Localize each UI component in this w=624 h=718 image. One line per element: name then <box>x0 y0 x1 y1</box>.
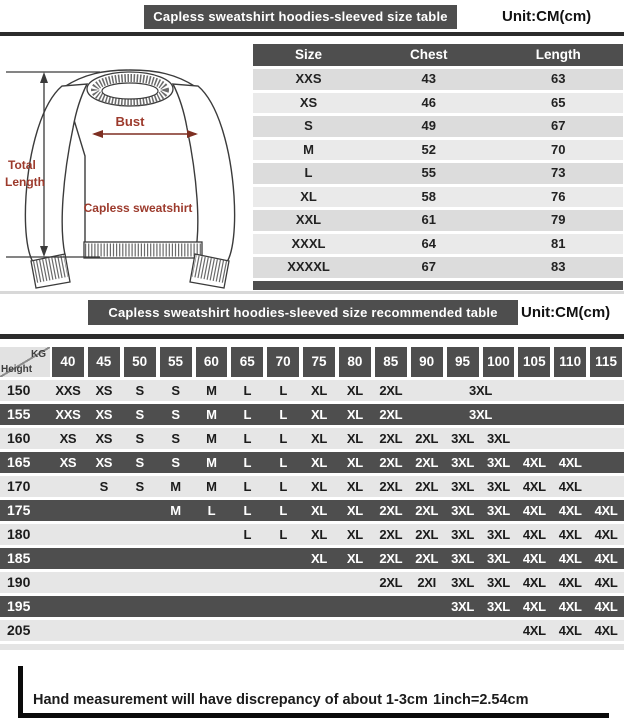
matrix-size-cell: 4XL <box>522 527 546 542</box>
matrix-size-cell: 3XL <box>486 599 510 614</box>
matrix-row <box>0 476 624 497</box>
matrix-row <box>0 380 624 401</box>
matrix-size-cell <box>122 524 158 545</box>
matrix-row <box>0 596 624 617</box>
matrix-size-cell <box>122 500 158 521</box>
size-table-cell: M <box>303 141 314 157</box>
section2-title: Capless sweatshirt hoodies-sleeved size recommended table <box>88 300 518 325</box>
matrix-size-cell: 4XL <box>558 551 582 566</box>
matrix-weight-header: 100 <box>483 347 515 377</box>
matrix-size-cell: 3XL <box>451 455 475 470</box>
matrix-header-row <box>0 347 624 377</box>
size-table-cell: 73 <box>551 165 566 180</box>
corner-height-label: Height <box>1 364 33 375</box>
matrix-height-label: 160 <box>7 430 31 446</box>
matrix-size-cell: XL <box>346 455 363 470</box>
matrix-size-cell: L <box>243 527 252 542</box>
size-table-row <box>253 187 623 208</box>
matrix-size-cell: M <box>170 503 181 518</box>
matrix-size-cell <box>229 548 265 569</box>
matrix-size-cell: 2XL <box>379 455 403 470</box>
matrix-size-cell <box>588 452 624 473</box>
size-table-header-cell: Length <box>535 47 581 62</box>
matrix-size-cell: XL <box>311 503 328 518</box>
matrix-size-cell: 4XL <box>522 623 546 638</box>
matrix-size-cell: S <box>171 383 180 398</box>
matrix-size-cell: XL <box>311 479 328 494</box>
matrix-height-label: 190 <box>7 574 31 590</box>
size-table-cell: 52 <box>421 141 436 157</box>
matrix-size-cell <box>194 524 230 545</box>
matrix-size-cell: L <box>207 503 216 518</box>
matrix-size-cell: XL <box>311 383 328 398</box>
matrix-size-cell: 3XL <box>451 503 475 518</box>
matrix-size-cell: 3XL <box>451 479 475 494</box>
matrix-size-cell: 4XL <box>594 575 618 590</box>
matrix-size-cell: XL <box>311 527 328 542</box>
matrix-size-cell: S <box>135 383 144 398</box>
matrix-size-cell: 2XL <box>379 407 403 422</box>
matrix-size-cell <box>481 620 517 641</box>
matrix-size-cell: XL <box>346 527 363 542</box>
size-table-body <box>253 69 623 278</box>
footer-note-box <box>18 666 609 718</box>
matrix-size-cell <box>229 596 265 617</box>
matrix-size-cell <box>265 620 301 641</box>
matrix-size-cell: 4XL <box>558 479 582 494</box>
matrix-size-cell: XS <box>95 383 113 398</box>
size-table-header-cell: Chest <box>409 47 448 62</box>
matrix-row <box>0 620 624 641</box>
divider-line-mid <box>0 334 624 339</box>
matrix-weight-header: 75 <box>303 347 335 377</box>
size-table-row <box>253 93 623 114</box>
matrix-weight-header: 45 <box>88 347 120 377</box>
size-table-row <box>253 69 623 90</box>
size-table-cell: 79 <box>551 212 566 227</box>
section1-title: Capless sweatshirt hoodies-sleeved size table <box>144 5 457 29</box>
matrix-size-cell <box>158 596 194 617</box>
matrix-weight-header: 55 <box>160 347 192 377</box>
matrix-size-cell: 3XL <box>486 503 510 518</box>
matrix-weight-header: 110 <box>554 347 586 377</box>
matrix-size-cell: 4XL <box>594 623 618 638</box>
matrix-size-cell: M <box>206 383 217 398</box>
matrix-size-cell <box>229 572 265 593</box>
matrix-body <box>0 380 624 641</box>
matrix-height-label: 185 <box>7 550 31 566</box>
size-table-cell: 58 <box>421 188 436 204</box>
matrix-size-cell <box>409 620 445 641</box>
matrix-size-cell: 2XL <box>415 551 439 566</box>
size-table-cell: 70 <box>551 141 566 157</box>
matrix-size-cell: 2XL <box>415 455 439 470</box>
matrix-size-cell: XL <box>311 455 328 470</box>
matrix-size-cell <box>158 620 194 641</box>
size-table-row <box>253 116 623 137</box>
bust-label: Bust <box>115 114 145 129</box>
matrix-size-cell: XL <box>346 431 363 446</box>
matrix-size-cell: 3XL <box>486 479 510 494</box>
matrix-height-label: 165 <box>7 454 31 470</box>
matrix-size-cell: 3XL <box>486 455 510 470</box>
matrix-size-cell: XS <box>95 455 113 470</box>
matrix-size-cell: 3XL <box>486 575 510 590</box>
size-table-cell: S <box>304 118 313 133</box>
matrix-size-cell <box>50 524 86 545</box>
total-length-label-line2: Length <box>5 175 45 189</box>
matrix-height-label: 170 <box>7 478 31 494</box>
matrix-size-cell <box>516 428 552 449</box>
size-table-cell: XXL <box>295 212 322 227</box>
matrix-size-cell <box>337 620 373 641</box>
matrix-size-cell <box>86 572 122 593</box>
size-table-row <box>253 257 623 278</box>
size-table-row <box>253 163 623 184</box>
matrix-size-cell: S <box>171 407 180 422</box>
matrix-row <box>0 452 624 473</box>
matrix-size-cell <box>194 596 230 617</box>
matrix-size-cell: L <box>279 383 288 398</box>
matrix-size-cell: S <box>171 455 180 470</box>
matrix-size-cell <box>552 404 588 425</box>
matrix-size-cell <box>373 620 409 641</box>
matrix-size-cell: M <box>206 455 217 470</box>
matrix-size-cell: 4XL <box>558 527 582 542</box>
matrix-size-cell <box>301 572 337 593</box>
matrix-height-label: 195 <box>7 598 31 614</box>
matrix-row <box>0 404 624 425</box>
matrix-size-cell: L <box>243 407 252 422</box>
matrix-row <box>0 572 624 593</box>
size-table-cell: 61 <box>421 212 436 227</box>
matrix-size-cell: S <box>135 455 144 470</box>
matrix-size-cell: XL <box>311 431 328 446</box>
matrix-size-cell: S <box>135 407 144 422</box>
matrix-size-cell <box>122 620 158 641</box>
size-table-cell: 43 <box>421 71 436 86</box>
matrix-size-cell <box>516 404 552 425</box>
matrix-size-cell <box>552 380 588 401</box>
matrix-weight-header: 40 <box>52 347 84 377</box>
matrix-size-cell: XS <box>59 455 77 470</box>
matrix-size-cell <box>588 404 624 425</box>
matrix-size-cell: 4XL <box>594 503 618 518</box>
matrix-weight-header: 85 <box>375 347 407 377</box>
matrix-size-cell <box>337 596 373 617</box>
matrix-size-cell <box>409 380 445 401</box>
sweatshirt-drawing <box>4 56 256 290</box>
matrix-size-cell <box>86 548 122 569</box>
matrix-weight-header: 105 <box>518 347 550 377</box>
matrix-weight-header: 60 <box>196 347 228 377</box>
matrix-corner-cell <box>0 347 50 377</box>
total-length-label-line1: Total <box>8 158 36 172</box>
matrix-size-cell: 4XL <box>594 551 618 566</box>
matrix-size-cell: L <box>279 503 288 518</box>
matrix-size-cell: L <box>279 527 288 542</box>
matrix-size-cell <box>516 380 552 401</box>
matrix-height-label: 180 <box>7 526 31 542</box>
matrix-size-cell: 4XL <box>594 527 618 542</box>
size-table-row <box>253 140 623 161</box>
matrix-size-cell: 2XL <box>415 527 439 542</box>
matrix-size-cell: 4XL <box>522 455 546 470</box>
matrix-size-cell: 3XL <box>469 407 492 422</box>
matrix-size-cell: 3XL <box>486 431 510 446</box>
measurement-note: Hand measurement will have discrepancy of about 1-3cm <box>33 692 428 708</box>
matrix-size-cell <box>588 428 624 449</box>
matrix-size-cell: 4XL <box>522 479 546 494</box>
matrix-size-cell <box>158 524 194 545</box>
arrowhead-up <box>40 72 48 83</box>
matrix-size-cell: L <box>243 479 252 494</box>
matrix-size-cell: L <box>243 455 252 470</box>
matrix-size-cell <box>588 380 624 401</box>
matrix-size-cell: XL <box>346 551 363 566</box>
matrix-size-cell: 4XL <box>558 575 582 590</box>
matrix-size-cell: 2XL <box>379 503 403 518</box>
matrix-size-cell: XL <box>346 383 363 398</box>
matrix-size-cell: 2XL <box>379 551 403 566</box>
matrix-size-cell: 2XL <box>379 479 403 494</box>
matrix-size-cell <box>194 620 230 641</box>
size-table-header-cell: Size <box>294 47 322 62</box>
matrix-size-cell: XL <box>311 407 328 422</box>
divider-line-top <box>0 32 624 36</box>
matrix-tail-stripe <box>0 644 624 650</box>
size-table-cell: 49 <box>421 118 436 133</box>
matrix-size-cell: 3XL <box>451 431 475 446</box>
matrix-size-cell <box>301 596 337 617</box>
matrix-size-cell: XS <box>95 431 113 446</box>
matrix-size-cell: L <box>243 431 252 446</box>
matrix-weight-header: 65 <box>231 347 263 377</box>
matrix-size-cell: M <box>206 407 217 422</box>
matrix-size-cell: S <box>135 479 144 494</box>
matrix-size-cell: S <box>135 431 144 446</box>
matrix-size-cell: 3XL <box>486 527 510 542</box>
size-table-cell: 67 <box>421 259 436 274</box>
matrix-height-label: 205 <box>7 622 31 638</box>
size-table-cell: L <box>304 165 313 180</box>
size-table-cell: 67 <box>551 118 566 133</box>
matrix-size-cell: XL <box>346 479 363 494</box>
matrix-size-cell <box>122 572 158 593</box>
matrix-size-cell <box>194 572 230 593</box>
matrix-size-cell <box>122 596 158 617</box>
matrix-size-cell: XXS <box>55 407 81 422</box>
unit-label-top: Unit:CM(cm) <box>502 8 592 25</box>
matrix-row <box>0 548 624 569</box>
size-table-cell: 46 <box>421 94 436 110</box>
matrix-size-cell <box>445 620 481 641</box>
matrix-size-cell: 4XL <box>522 599 546 614</box>
matrix-weight-header: 90 <box>411 347 443 377</box>
corner-kg-label: KG <box>31 349 46 360</box>
size-table-row <box>253 210 623 231</box>
matrix-size-cell: XS <box>95 407 113 422</box>
matrix-size-cell: 3XL <box>451 599 475 614</box>
matrix-size-cell <box>265 596 301 617</box>
matrix-row <box>0 428 624 449</box>
matrix-height-label: 150 <box>7 382 31 398</box>
matrix-size-cell: 4XL <box>558 503 582 518</box>
matrix-height-label: 155 <box>7 406 31 422</box>
matrix-weight-header: 80 <box>339 347 371 377</box>
size-table-cell: 55 <box>421 165 436 180</box>
size-table-cell: 76 <box>551 188 566 204</box>
size-table-cell: XXS <box>295 71 322 86</box>
matrix-size-cell <box>50 596 86 617</box>
matrix-size-cell: 2XL <box>415 503 439 518</box>
matrix-size-cell: 4XL <box>558 623 582 638</box>
matrix-size-cell <box>50 476 86 497</box>
recommendation-matrix <box>0 347 624 650</box>
matrix-size-cell: 2XL <box>415 479 439 494</box>
matrix-row <box>0 500 624 521</box>
matrix-size-cell: XL <box>346 407 363 422</box>
divider-line-mid-thin <box>0 291 624 294</box>
matrix-size-cell <box>86 596 122 617</box>
size-table-cell: XXXL <box>291 235 326 251</box>
matrix-size-cell: L <box>279 407 288 422</box>
size-table-cell: XXXXL <box>287 259 330 274</box>
matrix-size-cell: M <box>206 479 217 494</box>
matrix-size-cell: XXS <box>55 383 81 398</box>
matrix-size-cell <box>301 620 337 641</box>
matrix-size-cell: 3XL <box>451 575 475 590</box>
collar-inner <box>102 83 158 99</box>
matrix-size-cell: 2XL <box>415 431 439 446</box>
matrix-weight-header: 95 <box>447 347 479 377</box>
matrix-size-cell: 3XL <box>451 527 475 542</box>
matrix-size-cell: 4XL <box>558 599 582 614</box>
matrix-size-cell <box>122 548 158 569</box>
matrix-size-cell: XL <box>311 551 328 566</box>
matrix-size-cell: 2XL <box>379 527 403 542</box>
matrix-size-cell: M <box>206 431 217 446</box>
matrix-size-cell: 4XL <box>594 599 618 614</box>
matrix-size-cell <box>50 548 86 569</box>
matrix-size-cell: 4XL <box>522 551 546 566</box>
matrix-size-cell <box>588 476 624 497</box>
matrix-size-cell: S <box>99 479 108 494</box>
matrix-size-cell: M <box>170 479 181 494</box>
matrix-size-cell <box>409 596 445 617</box>
matrix-size-cell: XS <box>59 431 77 446</box>
matrix-size-cell: 4XL <box>558 455 582 470</box>
matrix-size-cell: 2XL <box>379 383 403 398</box>
matrix-size-cell: L <box>279 479 288 494</box>
matrix-size-cell: S <box>171 431 180 446</box>
matrix-size-cell: 3XL <box>469 383 492 398</box>
matrix-size-cell: XL <box>346 503 363 518</box>
size-table-cell: 81 <box>551 235 566 251</box>
matrix-size-cell: 4XL <box>522 575 546 590</box>
size-table-cell: 65 <box>551 94 566 110</box>
matrix-size-cell: L <box>243 383 252 398</box>
matrix-size-cell: L <box>279 455 288 470</box>
matrix-weight-header: 115 <box>590 347 622 377</box>
inch-conversion: 1inch=2.54cm <box>433 692 529 708</box>
matrix-size-cell <box>50 620 86 641</box>
matrix-row <box>0 524 624 545</box>
matrix-size-cell: 2XI <box>417 575 436 590</box>
product-label: Capless sweatshirt <box>83 201 193 215</box>
matrix-weight-header: 50 <box>124 347 156 377</box>
matrix-size-cell: 4XL <box>522 503 546 518</box>
matrix-size-cell <box>337 572 373 593</box>
size-table-header <box>253 44 623 66</box>
matrix-size-cell: L <box>279 431 288 446</box>
matrix-size-cell <box>50 572 86 593</box>
size-table-row <box>253 234 623 255</box>
matrix-size-cell: L <box>243 503 252 518</box>
matrix-size-cell <box>158 572 194 593</box>
size-table-cell: XL <box>300 188 317 204</box>
matrix-size-cell <box>194 548 230 569</box>
size-table-cell: XS <box>299 94 318 110</box>
matrix-size-cell <box>265 548 301 569</box>
matrix-size-cell <box>373 596 409 617</box>
size-table-cell: 64 <box>421 235 436 251</box>
matrix-size-cell <box>552 428 588 449</box>
matrix-weight-header: 70 <box>267 347 299 377</box>
matrix-size-cell: 2XL <box>379 431 403 446</box>
matrix-size-cell <box>158 548 194 569</box>
size-table-end-bar <box>253 281 623 290</box>
matrix-size-cell: 3XL <box>451 551 475 566</box>
matrix-height-label: 175 <box>7 502 31 518</box>
matrix-size-cell <box>50 500 86 521</box>
unit-label-bottom: Unit:CM(cm) <box>521 304 611 321</box>
size-table <box>253 44 623 290</box>
matrix-size-cell <box>409 404 445 425</box>
matrix-size-cell <box>229 620 265 641</box>
size-table-cell: 83 <box>551 259 566 274</box>
matrix-size-cell <box>265 572 301 593</box>
matrix-size-cell <box>86 500 122 521</box>
matrix-size-cell: 3XL <box>486 551 510 566</box>
size-table-cell: 63 <box>551 71 566 86</box>
matrix-size-cell <box>86 620 122 641</box>
matrix-size-cell <box>86 524 122 545</box>
matrix-size-cell: 2XL <box>379 575 403 590</box>
